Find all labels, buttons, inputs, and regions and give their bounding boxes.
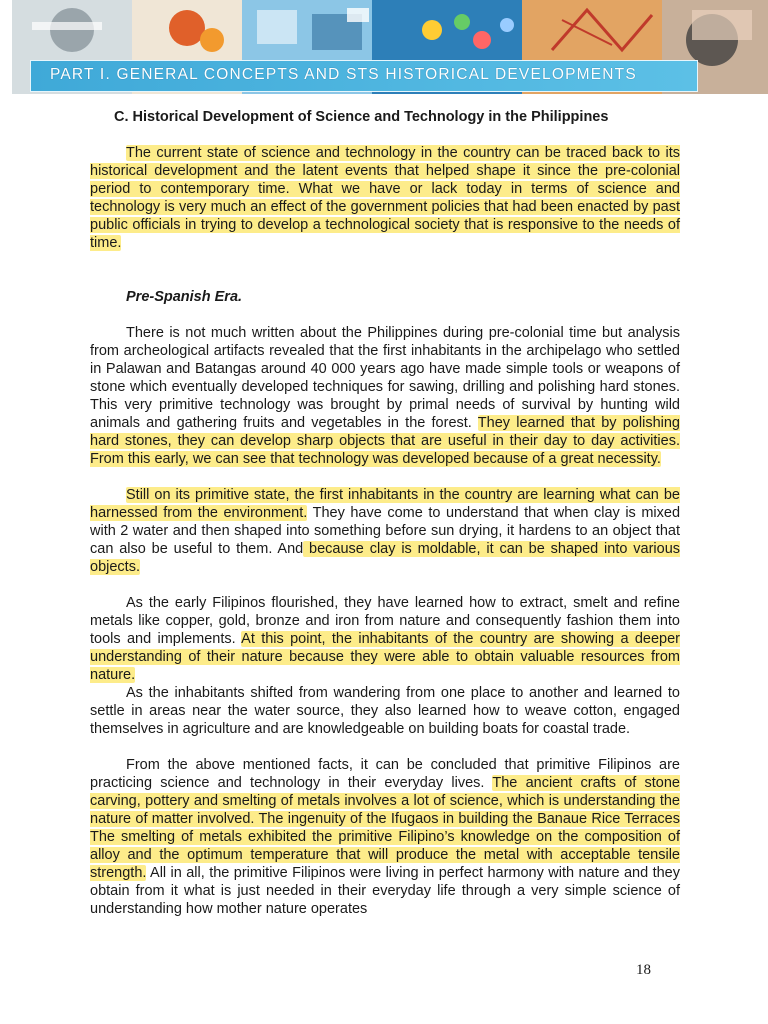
highlight: because clay is moldable, it can be shaped into various objects. bbox=[90, 541, 681, 575]
paragraph-intro bbox=[90, 144, 680, 252]
document-body bbox=[90, 108, 680, 918]
banner-title: PART I. GENERAL CONCEPTS AND STS HISTORICAL DEVELOPMENTS bbox=[50, 66, 637, 83]
highlight: The ancient crafts of stone carving, pottery and smelting of metals involves a lot of science, which is understanding the nature of matter involved. The ingenuity of the Ifugaos in building the Banaue Rice Terraces The smelting of metals exhibited the primitive Filipino’s knowledge on the composition of alloy and the optimum temperature that will produce the metal with acceptable tensile strength. bbox=[90, 775, 680, 881]
header-banner bbox=[12, 0, 768, 94]
paragraph-settlement: As the inhabitants shifted from wandering from one place to another and learned to settle in areas near the water source, they also learned how to weave cotton, engaged themselves in agriculture and are knowledgeable on building boats for coastal trade. bbox=[90, 685, 680, 737]
paragraph-clay: Still on its primitive state, the first inhabitants in the country are learning what can be harnessed from the environment. They have come to understand that when clay is mixed with 2 water and then shaped into something before sun drying, it hardens to an object that can also be useful to them. And because clay is moldable, it can be shaped into various objects. bbox=[90, 487, 681, 575]
highlight: At this point, the inhabitants of the country are showing a deeper understanding of their nature because they were able to obtain valuable resources from nature. bbox=[90, 631, 680, 683]
section-heading: C. Historical Development of Science and Technology in the Philippines bbox=[114, 109, 609, 125]
paragraph-conclusion: From the above mentioned facts, it can be concluded that primitive Filipinos are practicing science and technology in their everyday lives. The ancient crafts of stone carving, pottery and smelting of metals involves a lot of science, which is understanding the nature of matter involved. The ingenuity of the Ifugaos in building the Banaue Rice Terraces The smelting of metals exhibited the primitive Filipino’s knowledge on the composition of alloy and the optimum temperature that will produce the metal with acceptable tensile strength. All in all, the primitive Filipinos were living in perfect harmony with nature and they obtain from it what is just needed in their everyday life through a very simple science of understanding how mother nature operates bbox=[90, 757, 680, 917]
highlight: The current state of science and technology in the country can be traced back to its historical development and the latent events that helped shape it since the pre-colonial period to contemporary time. What we have or lack today in terms of science and technology is very much an effect of the government policies that had been enacted by past public officials in trying to develop a technological society that is responsive to the needs of time. bbox=[90, 145, 680, 251]
highlight: Still on its primitive state, the first inhabitants in the country are learning what can be harnessed from the environment. bbox=[90, 487, 680, 521]
paragraph-stone-tools: There is not much written about the Philippines during pre-colonial time but analysis from archeological artifacts revealed that the first inhabitants in the archipelago who settled in Palawan and Batangas around 40 000 years ago have made simple tools or weapons of stone which eventually developed techniques for sawing, drilling and polishing hard stones. This very primitive technology was brought by primal needs of survival by hunting wild animals and gathering fruits and vegetables in the forest. They learned that by polishing hard stones, they can develop sharp objects that are useful in their day to day activities. From this early, we can see that technology was developed because of a great necessity. bbox=[90, 325, 680, 467]
subheading-pre-spanish-era: Pre-Spanish Era. bbox=[126, 289, 243, 305]
page-number: 18 bbox=[636, 962, 651, 978]
highlight: They learned that by polishing hard stones, they can develop sharp objects that are useful in their day to day activities. From this early, we can see that technology was developed because of a great necessity. bbox=[90, 415, 680, 467]
paragraph-metals: As the early Filipinos flourished, they have learned how to extract, smelt and refine metals like copper, gold, bronze and iron from nature and consequently fashion them into tools and implements. At this point, the inhabitants of the country are showing a deeper understanding of their nature because they were able to obtain valuable resources from nature. bbox=[90, 595, 680, 683]
